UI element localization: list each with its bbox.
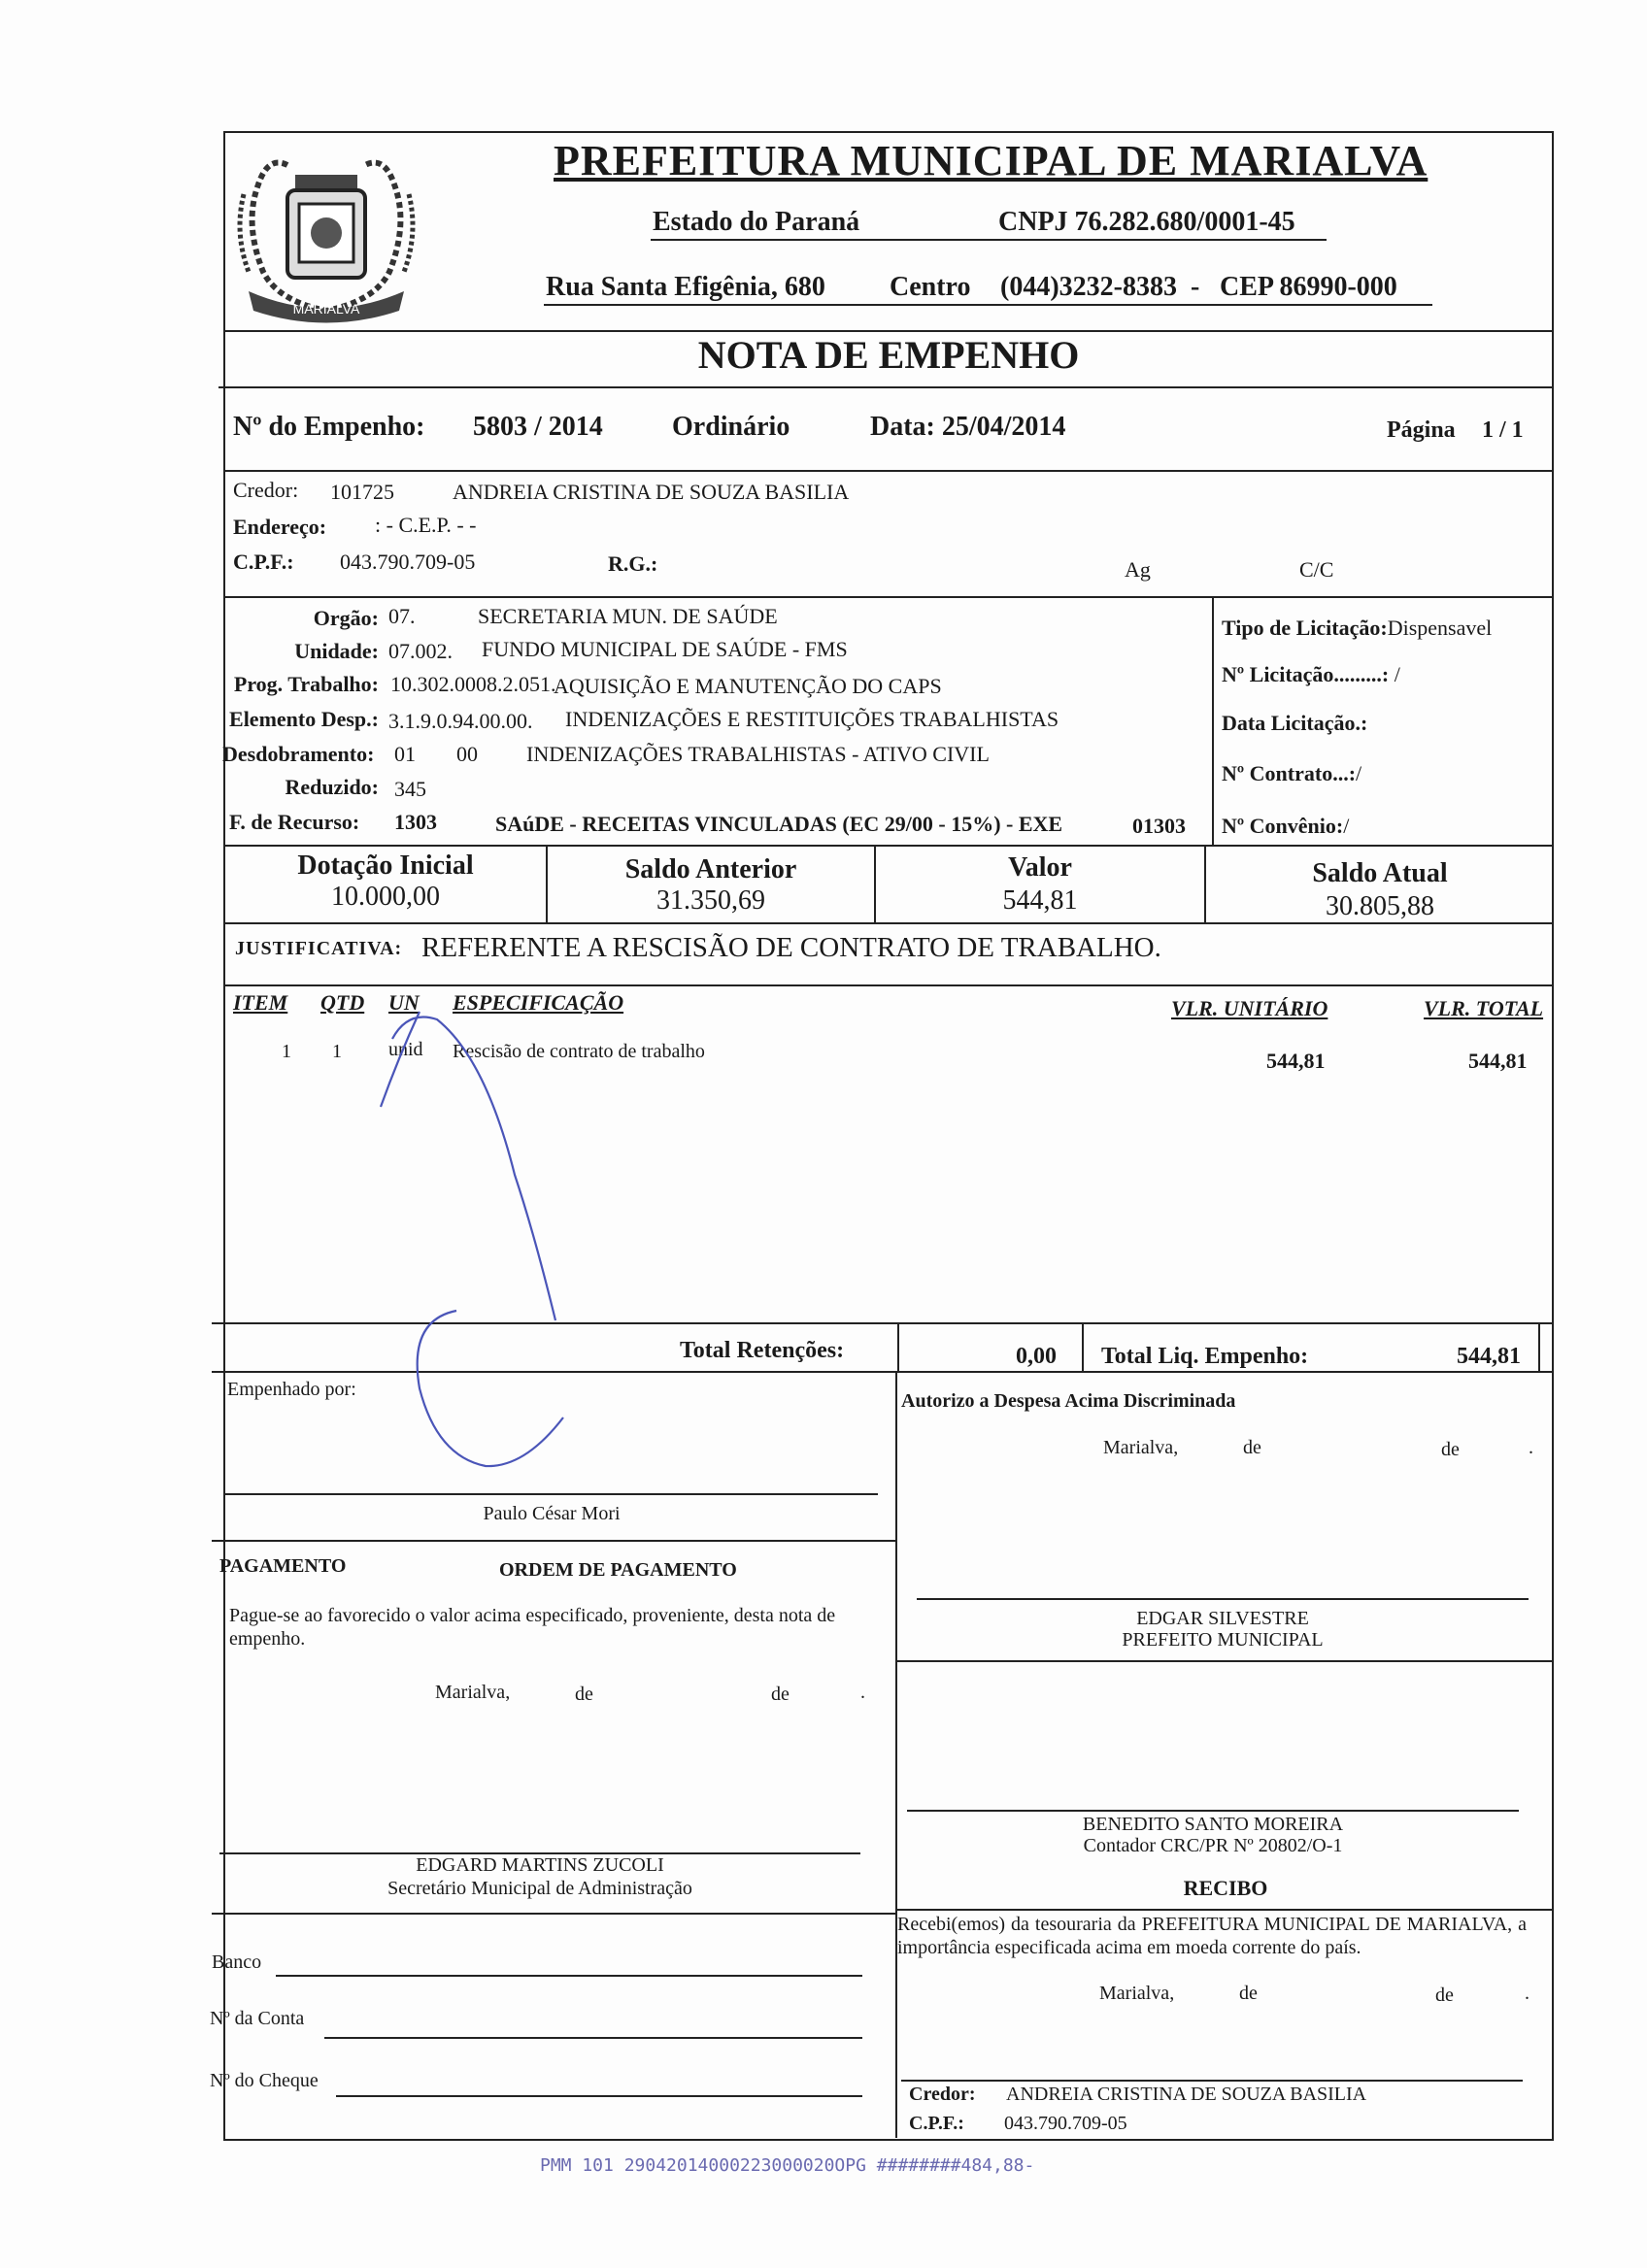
valor-value: 544,81 — [1002, 885, 1078, 916]
saldo-anterior-value: 31.350,69 — [656, 885, 765, 916]
numero-convenio-label: Nº Convênio: — [1222, 814, 1344, 838]
credor-receipt-line — [901, 2080, 1523, 2082]
handwritten-signature — [369, 1000, 602, 1485]
banco-label: Banco — [212, 1951, 262, 1973]
totals-vertical-1 — [897, 1322, 899, 1373]
recibo-cpf-value: 043.790.709-05 — [1004, 2113, 1127, 2134]
item-row-number: 1 — [282, 1041, 291, 1062]
credor-name: ANDREIA CRISTINA DE SOUZA BASILIA — [453, 480, 850, 504]
header-address-underline — [544, 304, 1432, 306]
header-district: Centro — [890, 272, 971, 302]
recurso-name: SAúDE - RECEITAS VINCULADAS (EC 29/00 - 15%) - EXE — [495, 812, 1063, 836]
total-liquido-value: 544,81 — [1457, 1344, 1521, 1369]
header-address: Rua Santa Efigênia, 680 — [546, 272, 825, 302]
numero-licitacao-value: / — [1394, 662, 1400, 686]
header-cnpj: CNPJ 76.282.680/0001-45 — [998, 207, 1295, 237]
elemento-label: Elemento Desp.: — [229, 707, 379, 731]
credor-label: Credor: — [233, 478, 299, 502]
dotacao-vertical-divider — [1212, 596, 1214, 847]
title-divider — [218, 386, 1554, 388]
desdobramento-name: INDENIZAÇÕES TRABALHISTAS - ATIVO CIVIL — [526, 742, 990, 766]
cheque-field-line — [336, 2095, 862, 2097]
item-row-spec: Rescisão de contrato de trabalho — [453, 1041, 705, 1062]
header-phone: (044)3232-8383 — [1000, 272, 1177, 302]
secretario-name: EDGARD MARTINS ZUCOLI — [416, 1854, 664, 1876]
unidade-name: FUNDO MUNICIPAL DE SAÚDE - FMS — [482, 637, 848, 661]
empenho-date: Data: 25/04/2014 — [870, 412, 1066, 442]
justificativa-label: JUSTIFICATIVA: — [235, 938, 403, 959]
orgao-label: Orgão: — [313, 606, 379, 630]
desdobramento-label: Desdobramento: — [222, 742, 375, 766]
header-state-underline — [651, 239, 1327, 241]
recibo-text: Recebi(emos) da tesouraria da PREFEITURA MUNICIPAL DE MARIALVA, a importância especificada acima em moeda corrente do país. — [897, 1914, 1527, 1958]
item-row-un: unid — [388, 1039, 423, 1060]
page-number: 1 / 1 — [1482, 417, 1524, 443]
total-retencoes-label: Total Retenções: — [680, 1338, 845, 1363]
totals-vertical-2 — [1082, 1322, 1084, 1373]
cpf-value: 043.790.709-05 — [340, 550, 476, 574]
saldos-bottom-divider — [223, 922, 1554, 924]
conta-field-line — [324, 2037, 862, 2039]
empenho-divider — [223, 470, 1554, 472]
dotacao-inicial-label: Dotação Inicial — [297, 850, 474, 881]
empenho-type: Ordinário — [672, 412, 790, 442]
ag-label: Ag — [1125, 557, 1151, 582]
total-retencoes-value: 0,00 — [1016, 1344, 1057, 1369]
orgao-name: SECRETARIA MUN. DE SAÚDE — [478, 604, 778, 628]
header-cep: CEP 86990-000 — [1220, 272, 1397, 302]
prog-name: AQUISIÇÃO E MANUTENÇÃO DO CAPS — [554, 674, 942, 698]
page-label: Página — [1387, 417, 1456, 443]
elemento-name: INDENIZAÇÕES E RESTITUIÇÕES TRABALHISTAS — [565, 707, 1059, 731]
justificativa-text: REFERENTE A RESCISÃO DE CONTRATO DE TRABALHO. — [421, 932, 1161, 963]
banco-field-line — [276, 1975, 862, 1977]
empenhado-por-name: Paulo César Mori — [483, 1503, 621, 1524]
empenhado-signature-line — [225, 1493, 878, 1495]
autorizo-text: Autorizo a Despesa Acima Discriminada — [901, 1390, 1236, 1412]
recurso-code2: 01303 — [1132, 814, 1186, 838]
saldo-anterior-label: Saldo Anterior — [624, 854, 797, 884]
numero-convenio — [1222, 814, 1349, 839]
tipo-licitacao-label — [1222, 616, 1492, 641]
desdobramento-code1: 01 — [394, 742, 416, 766]
pagamento-city: Marialva, — [435, 1682, 511, 1703]
elemento-code: 3.1.9.0.94.00.00. — [388, 709, 533, 733]
desdobramento-code2: 00 — [456, 742, 478, 766]
footer-print-code: PMM 101 29042014000223000020OPG ########484,88- — [540, 2155, 1035, 2176]
autorizo-city: Marialva, — [1103, 1437, 1179, 1458]
prefeito-name: EDGAR SILVESTRE — [1136, 1608, 1309, 1629]
saldo-atual-label: Saldo Atual — [1312, 858, 1448, 888]
credor-code: 101725 — [330, 480, 394, 504]
recibo-label: RECIBO — [1183, 1876, 1268, 1900]
saldo-atual-value: 30.805,88 — [1326, 891, 1434, 921]
cc-label: C/C — [1299, 557, 1334, 582]
secretario-title: Secretário Municipal de Administração — [387, 1878, 692, 1899]
pagamento-label: PAGAMENTO — [219, 1555, 347, 1577]
credor-divider — [223, 596, 1554, 598]
autorizo-de-1: de — [1243, 1437, 1261, 1458]
tipo-licitacao-label-text: Tipo de Licitação: — [1222, 616, 1388, 640]
pagamento-de-2: de — [771, 1684, 790, 1705]
numero-contrato — [1222, 761, 1361, 786]
cheque-label: Nº do Cheque — [210, 2070, 319, 2091]
autorizo-dot: . — [1529, 1437, 1533, 1458]
header-sep: - — [1191, 272, 1200, 302]
header-state: Estado do Paraná — [653, 207, 860, 237]
autorizo-de-2: de — [1441, 1439, 1460, 1460]
un-col-header: UN — [388, 990, 420, 1015]
justificativa-divider — [223, 984, 1554, 986]
prefeito-signature-line — [917, 1598, 1529, 1600]
empenho-number: 5803 / 2014 — [473, 412, 603, 442]
document-title: NOTA DE EMPENHO — [697, 333, 1080, 377]
reduzido-value: 345 — [394, 777, 426, 801]
recibo-de-1: de — [1239, 1983, 1258, 2004]
qtd-col-header: QTD — [320, 990, 365, 1015]
pagamento-de-1: de — [575, 1684, 593, 1705]
empenho-label: Nº do Empenho: — [233, 412, 425, 442]
especificacao-col-header: ESPECIFICAÇÃO — [453, 990, 624, 1015]
pague-se-text: Pague-se ao favorecido o valor acima especificado, proveniente, desta nota de empenho. — [229, 1605, 836, 1650]
prefeito-bottom-divider — [895, 1660, 1554, 1662]
item-row-qtd: 1 — [332, 1041, 342, 1062]
recibo-dot: . — [1525, 1983, 1529, 2004]
rg-label: R.G.: — [608, 551, 658, 576]
item-row-total-value: 544,81 — [1468, 1049, 1528, 1073]
numero-contrato-value: / — [1356, 761, 1362, 785]
recibo-top-divider — [895, 1909, 1554, 1911]
dotacao-inicial-value: 10.000,00 — [331, 882, 440, 912]
recibo-credor-label: Credor: — [909, 2084, 976, 2105]
recibo-credor-name: ANDREIA CRISTINA DE SOUZA BASILIA — [1006, 2084, 1367, 2105]
prog-code: 10.302.0008.2.051. — [390, 672, 556, 696]
vlr-total-col-header: VLR. TOTAL — [1424, 996, 1544, 1020]
recibo-de-2: de — [1435, 1984, 1454, 2006]
valor-label: Valor — [1008, 852, 1072, 883]
endereco-label: Endereço: — [233, 515, 327, 539]
vlr-unitario-col-header: VLR. UNITÁRIO — [1171, 996, 1328, 1020]
prog-label: Prog. Trabalho: — [233, 672, 379, 696]
endereco-value: : - C.E.P. - - — [375, 513, 477, 537]
item-row-unit-value: 544,81 — [1266, 1049, 1326, 1073]
cpf-label: C.P.F.: — [233, 550, 294, 574]
data-licitacao-label: Data Licitação.: — [1222, 711, 1368, 735]
contador-signature-line — [907, 1810, 1519, 1812]
header-title: PREFEITURA MUNICIPAL DE MARIALVA — [554, 137, 1429, 184]
dotacao-divider — [223, 845, 1554, 847]
item-col-header: ITEM — [233, 990, 288, 1015]
recibo-cpf-label: C.P.F.: — [909, 2113, 964, 2134]
pagamento-dot: . — [860, 1682, 865, 1703]
contador-title: Contador CRC/PR Nº 20802/O-1 — [1083, 1835, 1343, 1856]
contador-name: BENEDITO SANTO MOREIRA — [1082, 1814, 1344, 1835]
unidade-label: Unidade: — [294, 639, 379, 663]
tipo-licitacao-value: Dispensavel — [1387, 616, 1493, 640]
conta-label: Nº da Conta — [210, 2008, 305, 2029]
numero-convenio-value: / — [1343, 814, 1350, 838]
signature-center-divider — [895, 1371, 897, 2138]
numero-licitacao-label: Nº Licitação.........: — [1222, 662, 1390, 686]
crest-banner-text: MARIALVA — [292, 301, 360, 317]
reduzido-label: Reduzido: — [285, 775, 379, 799]
numero-contrato-label: Nº Contrato...: — [1222, 761, 1357, 785]
recibo-city: Marialva, — [1099, 1983, 1175, 2004]
total-liquido-label: Total Liq. Empenho: — [1101, 1344, 1309, 1369]
ordem-pagamento-label: ORDEM DE PAGAMENTO — [499, 1559, 737, 1581]
secretario-bottom-divider — [212, 1913, 895, 1915]
prefeito-title: PREFEITO MUNICIPAL — [1122, 1629, 1324, 1651]
unidade-code: 07.002. — [388, 639, 453, 663]
empenhado-por-label: Empenhado por: — [227, 1379, 356, 1400]
empenhado-bottom-divider — [212, 1540, 895, 1542]
recurso-label: F. de Recurso: — [229, 810, 360, 834]
recurso-code: 1303 — [394, 810, 437, 834]
municipal-crest-logo — [229, 126, 423, 335]
orgao-code: 07. — [388, 604, 416, 628]
numero-licitacao — [1222, 662, 1400, 687]
totals-vertical-3 — [1538, 1322, 1540, 1373]
